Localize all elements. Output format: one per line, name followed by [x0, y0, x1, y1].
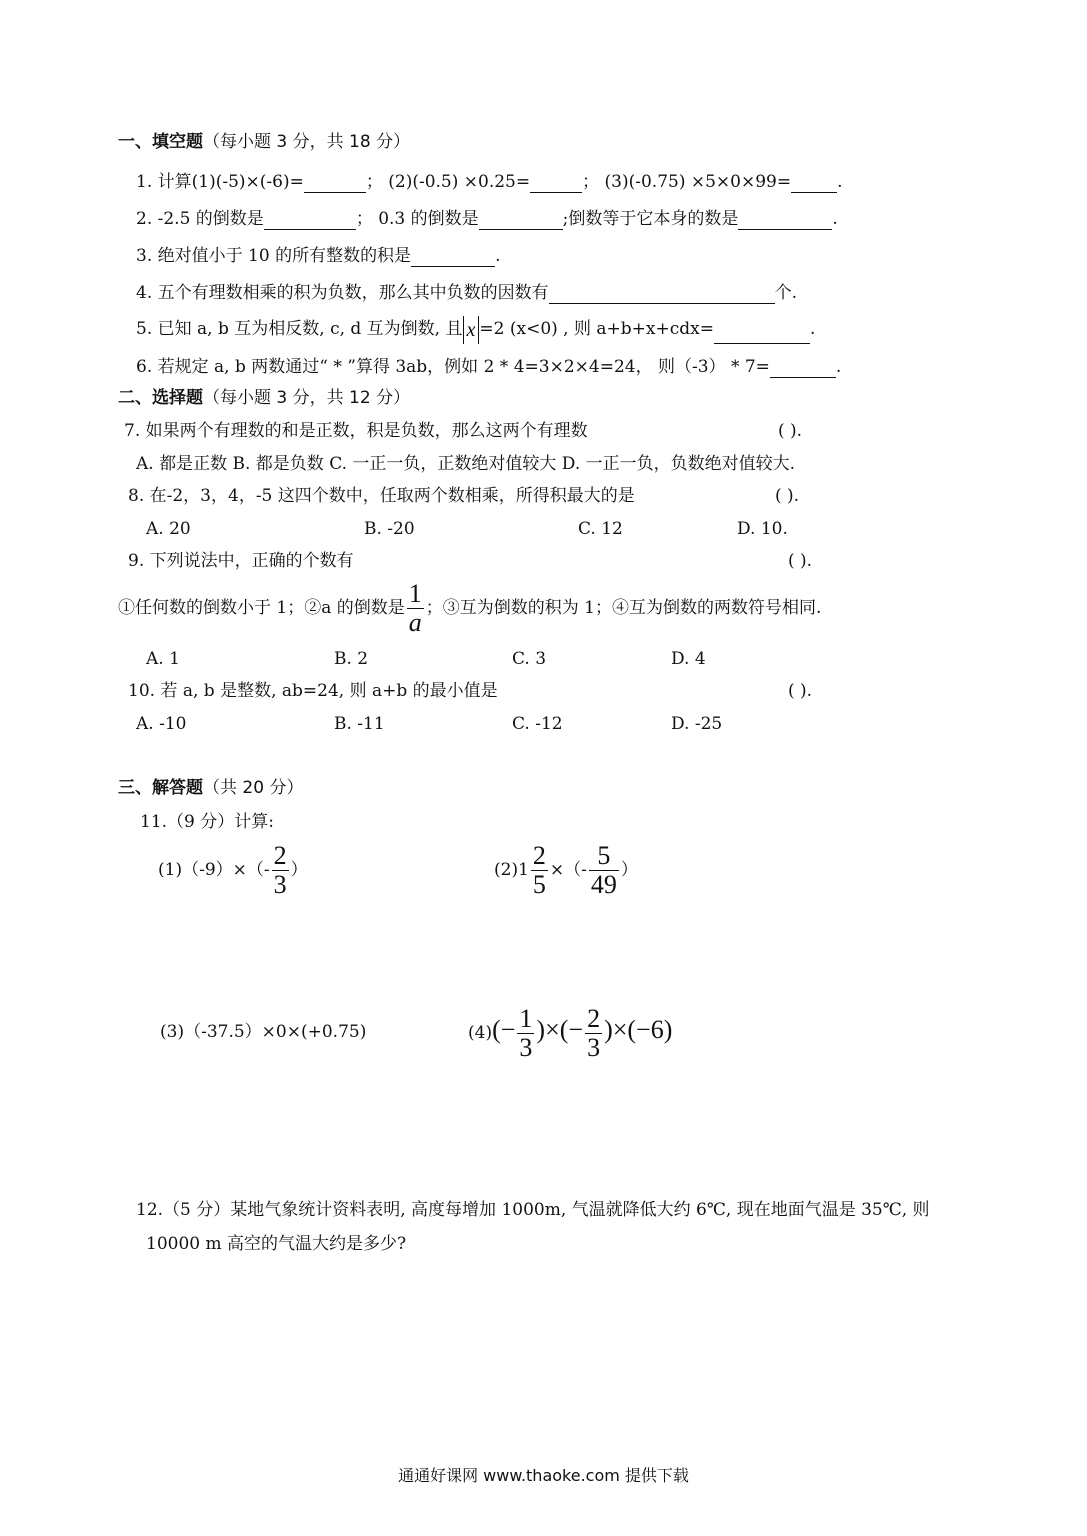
- q4-blank[interactable]: [549, 285, 775, 304]
- q9-answer-paren[interactable]: ( ).: [788, 551, 813, 571]
- q1-blank-2[interactable]: [530, 174, 582, 193]
- fraction-denominator: a: [408, 608, 422, 637]
- fraction-numerator: 2: [532, 841, 546, 870]
- q6-end: .: [835, 357, 842, 377]
- q9-stmt-part1: ①任何数的倒数小于 1；②a 的倒数是: [118, 598, 405, 618]
- page-footer: 通通好课网 www.thaoke.com 提供下载: [398, 1466, 689, 1485]
- section-1-heading: [118, 131, 410, 153]
- q1-blank-3[interactable]: [791, 174, 837, 193]
- q10-answer-paren[interactable]: ( ).: [788, 681, 813, 701]
- question-10: 10. 若 a, b 是整数, ab=24, 则 a+b 的最小值是: [128, 681, 498, 701]
- fraction-denominator: 3: [519, 1033, 533, 1062]
- q11-p1-prefix: (1)（-9）×（-: [158, 860, 270, 880]
- q1-part3: ； (3)(-0.75) ×5×0×99=: [582, 172, 792, 192]
- q11-part-4: [468, 998, 672, 1065]
- q2-blank-3[interactable]: [738, 211, 832, 230]
- section-2-note: （每小题 3 分，共 12 分）: [203, 388, 411, 408]
- fraction-2-3-b: [585, 1005, 602, 1062]
- question-3: [136, 245, 500, 267]
- q1-part2: ； (2)(-0.5) ×0.25=: [365, 172, 531, 192]
- q8-option-c[interactable]: C. 12: [578, 519, 623, 539]
- question-12-line-2: 10000 m 高空的气温大约是多少?: [146, 1234, 407, 1254]
- q11-part-3: (3)（-37.5）×0×(+0.75): [160, 1022, 367, 1042]
- q1-end: .: [837, 172, 843, 192]
- q5-blank[interactable]: [714, 325, 810, 344]
- question-5: [136, 314, 815, 344]
- q2-part3: ;倒数等于它本身的数是: [562, 209, 739, 229]
- question-11-title: 11.（9 分）计算:: [140, 812, 274, 832]
- abs-x: x: [463, 316, 480, 344]
- q11-p2-middle: ×（-: [549, 860, 587, 880]
- fraction-numerator: 2: [587, 1004, 601, 1033]
- q11-part-2: [494, 838, 638, 902]
- q9-option-a[interactable]: A. 1: [146, 649, 180, 669]
- fraction-denominator: 5: [532, 870, 546, 899]
- q2-part1: 2. -2.5 的倒数是: [136, 209, 264, 229]
- q6-text: 6. 若规定 a, b 两数通过“ * ”算得 3ab，例如 2 * 4=3×2×4=24， 则（-3） * 7=: [136, 357, 770, 377]
- q10-option-d[interactable]: D. -25: [671, 714, 723, 734]
- q4-end: 个.: [774, 283, 798, 303]
- fraction-1-3: [517, 1005, 534, 1062]
- section-1-title: 一、填空题: [118, 132, 203, 152]
- q11-p4-close: )×(−6): [604, 1015, 673, 1044]
- q7-options: A. 都是正数 B. 都是负数 C. 一正一负，正数绝对值较大 D. 一正一负，负数绝对值较大.: [136, 454, 796, 474]
- q1-blank-1[interactable]: [304, 174, 366, 193]
- q8-option-b[interactable]: B. -20: [364, 519, 415, 539]
- q9-option-c[interactable]: C. 3: [512, 649, 547, 669]
- q7-answer-paren[interactable]: ( ).: [778, 421, 803, 441]
- q5-part1: 5. 已知 a, b 互为相反数, c, d 互为倒数, 且: [136, 319, 463, 339]
- q9-option-d[interactable]: D. 4: [671, 649, 706, 669]
- fraction-numerator: 5: [589, 842, 619, 871]
- q3-text: 3. 绝对值小于 10 的所有整数的积是: [136, 246, 412, 266]
- section-1-note: （每小题 3 分，共 18 分）: [203, 132, 411, 152]
- q11-p2-suffix: ）: [620, 860, 638, 880]
- fraction-numerator: 1: [408, 579, 422, 608]
- question-8: 8. 在-2，3，4，-5 这四个数中，任取两个数相乘，所得积最大的是: [128, 486, 635, 506]
- fraction-2-5: [531, 842, 548, 899]
- q11-p4-prefix: (4): [468, 1023, 493, 1043]
- q5-end: .: [809, 319, 816, 339]
- q11-p2-prefix: (2)1: [494, 860, 529, 880]
- fraction-1-over-a: [407, 580, 424, 637]
- section-3-note: （共 20 分）: [203, 778, 304, 798]
- question-1: [136, 171, 843, 193]
- q8-option-d[interactable]: D. 10.: [737, 519, 788, 539]
- q2-end: .: [832, 209, 838, 229]
- fraction-numerator: 2: [273, 841, 287, 870]
- q10-option-b[interactable]: B. -11: [334, 714, 385, 734]
- fraction-numerator: 1: [519, 1004, 533, 1033]
- question-12-line-1: 12.（5 分）某地气象统计资料表明, 高度每增加 1000m, 气温就降低大约 6℃, 现在地面气温是 35℃, 则: [136, 1200, 930, 1220]
- q8-answer-paren[interactable]: ( ).: [775, 486, 800, 506]
- q10-option-a[interactable]: A. -10: [136, 714, 187, 734]
- section-3-title: 三、解答题: [118, 778, 203, 798]
- q11-p4-middle: )×(−: [536, 1015, 584, 1044]
- question-4: [136, 282, 797, 304]
- question-2: [136, 208, 838, 230]
- q11-part-1: [158, 838, 308, 902]
- q9-statements: [118, 578, 821, 638]
- question-6: [136, 356, 841, 378]
- section-3-heading: [118, 777, 303, 799]
- q9-stmt-part2: ；③互为倒数的积为 1；④互为倒数的两数符号相同.: [425, 598, 822, 618]
- section-2-title: 二、选择题: [118, 388, 203, 408]
- q3-blank[interactable]: [411, 248, 495, 267]
- question-9: 9. 下列说法中，正确的个数有: [128, 551, 354, 571]
- fraction-denominator: 3: [587, 1033, 601, 1062]
- q2-blank-2[interactable]: [479, 211, 563, 230]
- q6-blank[interactable]: [770, 359, 836, 378]
- fraction-denominator: 49: [590, 870, 617, 899]
- q5-part2: =2 (x<0) , 则 a+b+x+cdx=: [479, 319, 714, 339]
- fraction-2-3: [272, 842, 289, 899]
- section-2-heading: [118, 387, 410, 409]
- q10-option-c[interactable]: C. -12: [512, 714, 563, 734]
- fraction-denominator: 3: [273, 870, 287, 899]
- q3-end: .: [495, 246, 501, 266]
- question-7: 7. 如果两个有理数的和是正数，积是负数，那么这两个有理数: [124, 421, 588, 441]
- q1-part1: 1. 计算(1)(-5)×(-6)=: [136, 172, 304, 192]
- q8-option-a[interactable]: A. 20: [146, 519, 191, 539]
- fraction-5-49: [589, 842, 619, 899]
- q4-text: 4. 五个有理数相乘的积为负数，那么其中负数的因数有: [136, 283, 549, 303]
- q11-p1-suffix: ）: [290, 860, 308, 880]
- q2-part2: ； 0.3 的倒数是: [355, 209, 479, 229]
- q9-option-b[interactable]: B. 2: [334, 649, 369, 669]
- q2-blank-1[interactable]: [264, 211, 356, 230]
- q11-p4-open: (−: [492, 1015, 516, 1044]
